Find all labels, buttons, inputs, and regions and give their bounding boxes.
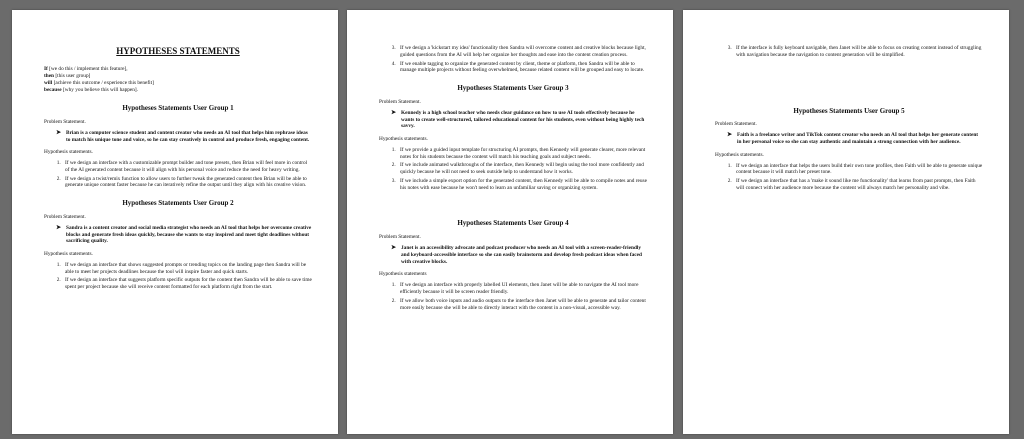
formula-line [44,87,312,94]
problem-statement-label: Problem Statement. [379,234,421,241]
formula-keyword: If [44,65,48,72]
hypothesis-label: Hypothesis statements. [44,149,93,156]
problem-text: Janet is an accessibility advocate and podcast producer who needs an AI tool with a screen-reader-friendly and keyboard-accessible interface so she can easily brainstorm and develop fresh podcast ideas when faced with creative blocks. [401,245,642,265]
hypothesis-item: 1. If we design an interface that shows suggested prompts or trending topics on the landing page then Sandra will be able to meet her projects deadlines because the tool will inspire faster and quick starts. [62,262,312,276]
group4-hypotheses-continued [715,45,983,59]
hypothesis-item: 2. If we design a twist/remix function to allow users to further tweak the generated content then Brian will be able to generate unique content faster because he can iteratively refine the output until they align with his creative vision. [62,176,312,190]
hypothesis-label: Hypothesis statements. [44,251,93,258]
hypothesis-item: 3. If we design a 'kickstart my idea' functionality then Sandra will overcome content and creative blocks because light, guided questions from the AI will help her organize her thoughts and ease into the content creation process. [397,45,647,59]
hypothesis-item: 1. If we design an interface that helps the users build their own tone profiles, then Faith will be able to generate unique content because it will match her preset tone. [733,163,983,177]
problem-text: Faith is a freelance writer and TikTok content creator who needs an AI tool that helps her generate content in her personal voice so she can stay authentic and maintain a strong connection with her audience. [737,132,979,146]
hypothesis-item: 2. If we design an interface that suggests platform specific outputs for the content then Sandra will be able to save time spent per project because she will receive content formatted for each platform right from the start. [62,277,312,291]
group2-hypotheses [44,262,312,291]
formula-keyword: will [44,79,53,86]
hypothesis-item: 1. If we design an interface with a customizable prompt builder and tone presets, then Brian will feel more in control of the AI generated content because it will align with his personal voice and reduce the need for heavy writing. [62,160,312,174]
group2-problem [56,225,312,245]
problem-statement-label: Problem Statement. [379,99,421,106]
hypothesis-item: 2. If we design an interface that has a 'make it sound like me functionality' that learns from past prompts, then Faith will connect with her audience more because the content will always match her personality and vibe. [733,178,983,192]
group5-hypotheses [715,163,983,192]
problem-text: Sandra is a content creator and social media strategist who needs an AI tool that helps her overcome creative blocks and generate fresh ideas quickly, because she wants to stay inspired and meet tight deadlines without sacrificing quality. [66,224,312,245]
group1-hypotheses [44,160,312,189]
hypothesis-item: 2. If we include animated walkthroughs of the interface, then Kennedy will begin using the tool more confidently and quickly because he will not need to seek outside help to understand how it works. [397,162,647,176]
formula-text: [achieve this outcome / experience this benefit] [52,79,154,86]
hypothesis-item: 3. If the interface is fully keyboard navigable, then Janet will be able to focus on creating content instead of struggling with navigation because the navigation to content generation will be simplified. [733,45,983,59]
problem-statement-label: Problem Statement. [715,121,757,128]
hypothesis-item: 4. If we enable tagging to organize the generated content by client, theme or platform, then Sandra will be able to manage multiple projects without feeling overwhelmed, because related content will be grouped and easy to locate. [397,61,647,75]
formula-line [44,66,312,73]
document-page-1 [12,10,338,434]
group1-problem [56,130,312,144]
arrow-bullet-icon: ➤ [56,224,62,231]
group2-title: Hypotheses Statements User Group 2 [122,199,234,208]
document-page-3 [683,10,1009,434]
formula-keyword: because [44,86,62,93]
arrow-bullet-icon: ➤ [56,129,62,136]
group1-title: Hypotheses Statements User Group 1 [122,104,234,113]
arrow-bullet-icon: ➤ [391,245,397,252]
hypothesis-item: 1. If we design an interface with properly labelled UI elements, then Janet will be able to navigate the AI tool more efficiently because it will be screen reader friendly. [397,282,647,296]
problem-text: Brian is a computer science student and content creator who needs an AI tool that helps him rephrase ideas to match his unique tone and voice, so he can stay creatively in control and produce fresh, engaging content. [66,129,310,143]
group3-hypotheses [379,147,647,192]
formula-line [44,73,312,80]
group3-problem [391,110,647,130]
document-page-2 [347,10,673,434]
hypothesis-item: 2. If we allow both voice inputs and audio outputs to the interface then Janet will be able to generate and tailor content more easily because she will be able to directly interact with the content in a non-visual, accessible way. [397,298,647,312]
formula-line [44,80,312,87]
group4-title: Hypotheses Statements User Group 4 [457,219,569,228]
group4-hypotheses [379,282,647,311]
group4-problem [391,245,647,265]
hypothesis-formula [44,66,312,95]
arrow-bullet-icon: ➤ [727,132,733,139]
hypothesis-item: 1. If we provide a guided input template for structuring AI prompts, then Kennedy will generate clearer, more relevant notes for his students because the content will match his teaching goals and subject needs. [397,147,647,161]
hypothesis-item: 3. If we include a simple export option for the generated content, then Kennedy will be able to compile notes and reuse his notes with ease because he won't need to learn an unfamiliar saving or organizing system. [397,178,647,192]
problem-statement-label: Problem Statement. [44,214,86,221]
formula-text: [why you believe this will happen]. [61,86,139,93]
problem-statement-label: Problem Statement. [44,119,86,126]
hypothesis-label: Hypothesis statements. [715,151,764,158]
group5-problem [727,132,983,146]
problem-text: Kennedy is a high school teacher who needs clear guidance on how to use AI tools effectively because he wants to create well-structured, tailored educational content for his students, even without being highly tech savvy. [401,109,645,130]
formula-text: [this user group] [54,72,91,79]
arrow-bullet-icon: ➤ [391,109,397,116]
formula-keyword: then [44,72,55,79]
group5-title: Hypotheses Statements User Group 5 [793,106,905,115]
hypothesis-label: Hypothesis statements. [379,136,428,143]
hypothesis-label: Hypothesis statements [379,271,427,278]
group2-hypotheses-continued [379,45,647,74]
group3-title: Hypotheses Statements User Group 3 [457,84,569,93]
formula-text: [we do this / implement this feature], [47,65,128,72]
document-title: HYPOTHESES STATEMENTS [116,46,240,56]
